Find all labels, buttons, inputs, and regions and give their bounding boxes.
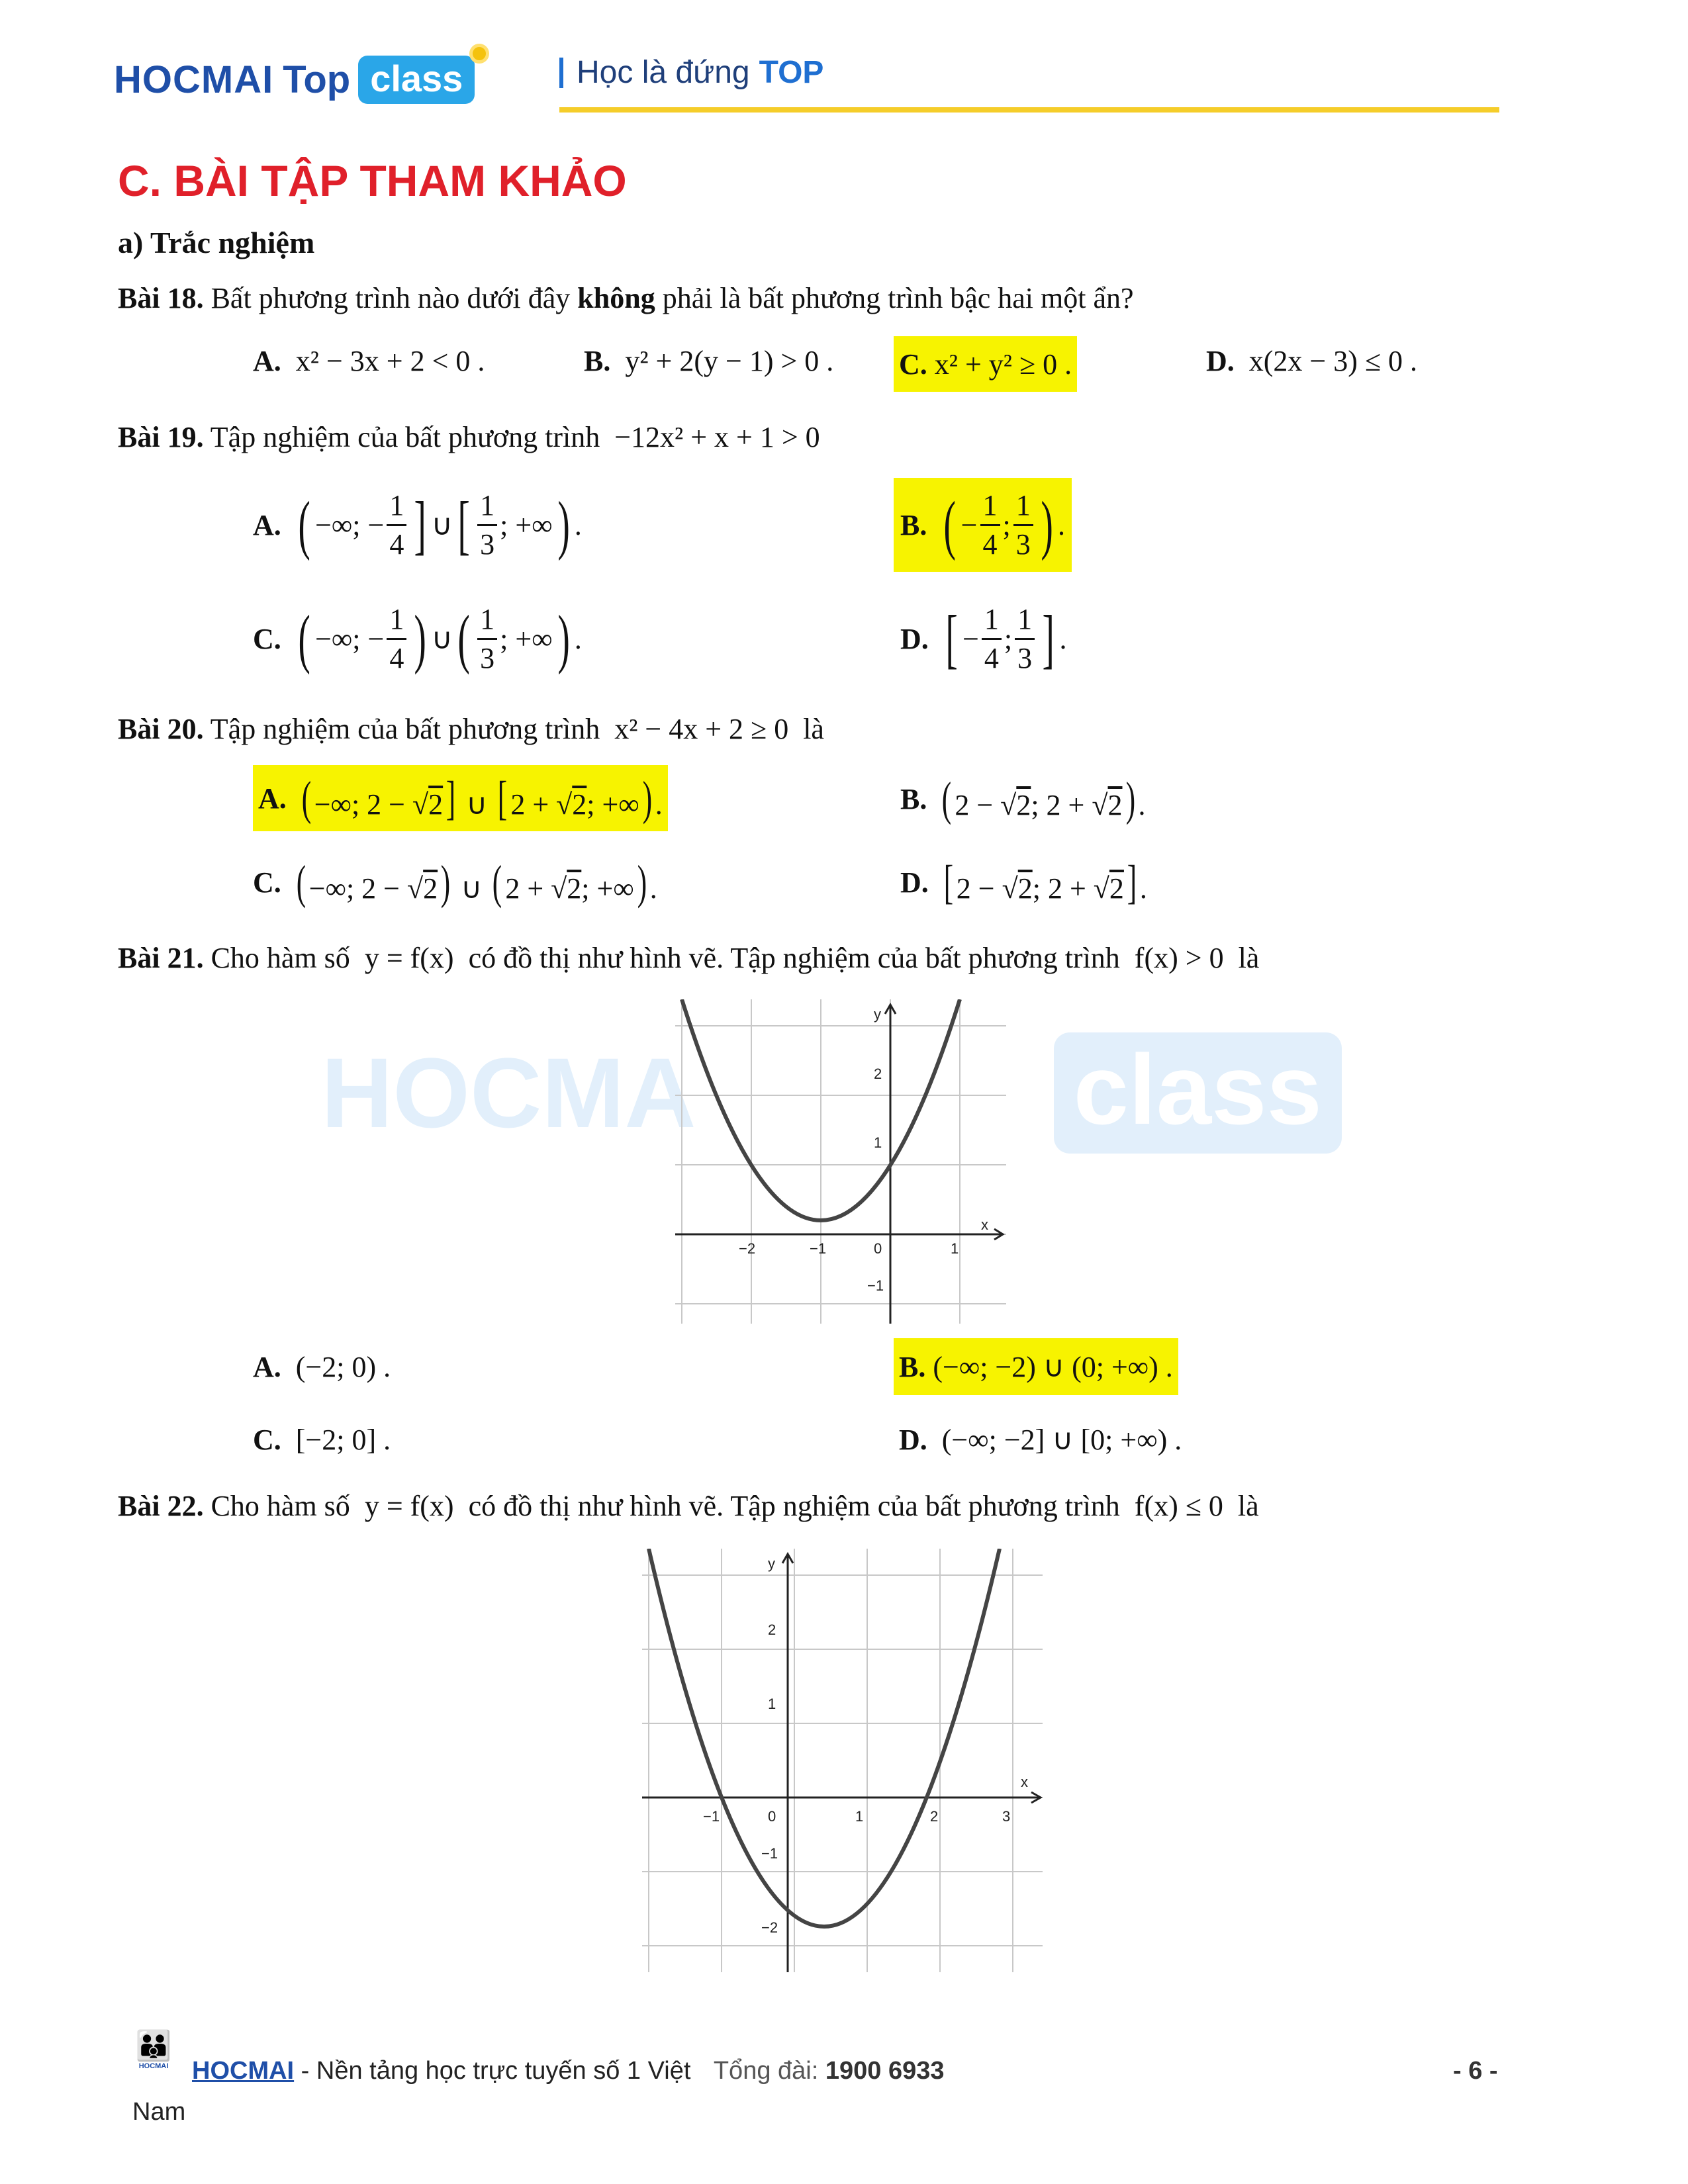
- q19-a-math: ( −∞; − $\frac{1}{4}$ ] ∪ [ $\frac{1}{3}$ ; +∞ ) .: [298, 488, 582, 561]
- q18-option-a[interactable]: A. x² − 3x + 2 < 0 .: [253, 345, 485, 377]
- footer-text: HOCMAI - Nền tảng học trực tuyến số 1 Việt Tổng đài: 1900 6933: [192, 2057, 945, 2085]
- q18-stem: Bài 18. Bất phương trình nào dưới đây không phải là bất phương trình bậc hai một ẩn?: [118, 282, 1134, 314]
- q20-b-math: ( 2 − √2; 2 + √2) .: [942, 772, 1146, 825]
- q19-option-b-highlighted[interactable]: B. ( − $\frac{1}{4}$ ; $\frac{1}{3}$ ) .: [894, 478, 1072, 572]
- q21-option-a[interactable]: A. (−2; 0) .: [253, 1351, 391, 1383]
- q22-ytick: −2: [761, 1919, 778, 1936]
- q22-x-axis-label: x: [1021, 1774, 1028, 1790]
- section-title: C. BÀI TẬP THAM KHẢO: [118, 156, 627, 205]
- q22-xtick: −1: [703, 1808, 720, 1825]
- q19-option-d[interactable]: D. [ − $\frac{1}{4}$ ; $\frac{1}{3}$ ] .: [900, 602, 1067, 675]
- q22-stem: Bài 22. Cho hàm số y = f(x) có đồ thị như hình vẽ. Tập nghiệm của bất phương trình f(x) ≤ 0 là: [118, 1490, 1259, 1522]
- page-number: - 6 -: [1453, 2057, 1498, 2085]
- q21-xtick: −1: [810, 1240, 827, 1257]
- header-rule: [559, 107, 1499, 113]
- q20-a-math: ( −∞; 2 − √2] ∪ [ 2 + √2; +∞) .: [301, 772, 663, 825]
- q20-d-math: [ 2 − √2; 2 + √2] .: [943, 856, 1147, 909]
- q21-ytick: 1: [874, 1134, 882, 1151]
- q22-ytick: 1: [768, 1696, 776, 1712]
- q18-option-d[interactable]: D. x(2x − 3) ≤ 0 .: [1206, 345, 1418, 377]
- q21-stem: Bài 21. Cho hàm số y = f(x) có đồ thị như hình vẽ. Tập nghiệm của bất phương trình f(x) > 0 là: [118, 942, 1260, 974]
- q22-ytick: 2: [768, 1621, 776, 1638]
- header-logo: [114, 46, 475, 113]
- q21-option-b-highlighted[interactable]: B. (−∞; −2) ∪ (0; +∞) .: [894, 1338, 1178, 1395]
- q19-option-c[interactable]: C. ( −∞; − $\frac{1}{4}$ ) ∪ ( $\frac{1}{3}$ ; +∞ ) .: [253, 602, 582, 675]
- q19-b-math: ( − $\frac{1}{4}$ ; $\frac{1}{3}$ ) .: [943, 488, 1066, 561]
- q19-c-math: ( −∞; − $\frac{1}{4}$ ) ∪ ( $\frac{1}{3}$ ; +∞ ) .: [298, 602, 582, 675]
- q20-c-math: ( −∞; 2 − √2) ∪ ( 2 + √2; +∞) .: [296, 856, 657, 909]
- logo-hocmai: HOCMAI: [114, 58, 274, 101]
- q22-parabola: [649, 1549, 1000, 1927]
- q20-stem: Bài 20. Tập nghiệm của bất phương trình x² − 4x + 2 ≥ 0 là: [118, 713, 824, 745]
- q21-graph: [675, 999, 1019, 1330]
- q22-xtick: 2: [930, 1808, 939, 1825]
- q20-option-c[interactable]: C. ( −∞; 2 − √2) ∪ ( 2 + √2; +∞) .: [253, 856, 657, 909]
- q18-option-c-highlighted[interactable]: C. x² + y² ≥ 0 .: [894, 336, 1077, 392]
- q18-option-b[interactable]: B. y² + 2(y − 1) > 0 .: [584, 345, 834, 377]
- people-icon: 👪: [135, 2030, 172, 2062]
- q20-option-a-highlighted[interactable]: A. ( −∞; 2 − √2] ∪ [ 2 + √2; +∞) .: [253, 765, 668, 831]
- q19-d-math: [ − $\frac{1}{4}$ ; $\frac{1}{3}$ ] .: [945, 602, 1067, 675]
- footer-brand-link[interactable]: HOCMAI: [192, 2057, 295, 2085]
- logo-class-badge: class: [358, 56, 475, 104]
- q22-xtick: 3: [1002, 1808, 1011, 1825]
- q19-stem: Bài 19. Tập nghiệm của bất phương trình −12x² + x + 1 > 0: [118, 421, 820, 453]
- slogan-bar: [559, 58, 563, 88]
- q22-y-axis-label: y: [768, 1555, 775, 1572]
- q21-ytick: 2: [874, 1066, 882, 1082]
- q21-xtick: 0: [874, 1240, 882, 1257]
- q19-option-a[interactable]: A. ( −∞; − $\frac{1}{4}$ ] ∪ [ $\frac{1}{3}$ ; +∞ ) .: [253, 488, 582, 561]
- q21-xtick: 1: [951, 1240, 959, 1257]
- q20-option-b[interactable]: B. ( 2 − √2; 2 + √2) .: [900, 772, 1146, 825]
- q22-xtick: 1: [855, 1808, 864, 1825]
- subsection-title: a) Trắc nghiệm: [118, 226, 315, 259]
- q21-option-c[interactable]: C. [−2; 0] .: [253, 1424, 391, 1456]
- watermark: HOCMA class: [321, 1032, 1342, 1154]
- footer-text-line2: Nam: [132, 2098, 186, 2126]
- q21-grid: [675, 999, 1006, 1324]
- q21-y-axis-label: y: [874, 1006, 881, 1023]
- footer-logo: 👪 HOCMAI: [130, 2032, 177, 2070]
- q22-xtick: 0: [768, 1808, 776, 1825]
- q22-graph: [642, 1549, 1053, 1979]
- logo-top: Top: [283, 58, 351, 101]
- q21-ytick: −1: [867, 1277, 884, 1294]
- q22-ytick: −1: [761, 1845, 778, 1862]
- q21-xtick: −2: [739, 1240, 756, 1257]
- header-slogan: Học là đứng TOP: [559, 54, 823, 91]
- sun-icon: [469, 44, 489, 64]
- q21-option-d[interactable]: D. (−∞; −2] ∪ [0; +∞) .: [899, 1424, 1182, 1456]
- q21-x-axis-label: x: [981, 1216, 988, 1233]
- q20-option-d[interactable]: D. [ 2 − √2; 2 + √2] .: [900, 856, 1147, 909]
- q22-axes: [642, 1554, 1041, 1972]
